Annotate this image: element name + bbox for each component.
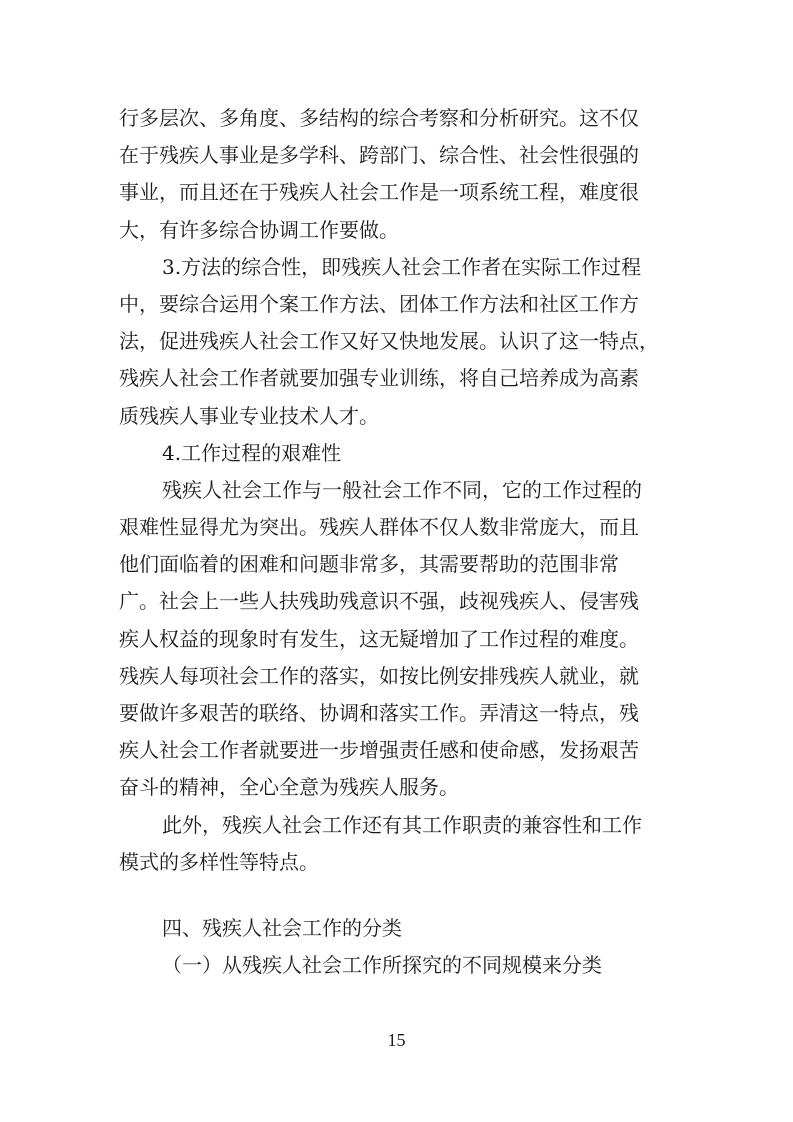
text-line: 在于残疾人事业是多学科、跨部门、综合性、社会性很强的 [119, 143, 639, 168]
text-line: 大，有许多综合协调工作要做。 [119, 217, 399, 242]
paragraph-start: 残疾人社会工作与一般社会工作不同，它的工作过程的 [162, 477, 642, 502]
body-text [119, 100, 679, 984]
text-line: 残疾人社会工作者就要加强专业训练，将自己培养成为高素 [119, 366, 639, 391]
text-line: 行多层次、多角度、多结构的综合考察和分析研究。这不仅 [119, 106, 639, 130]
text-line: 广。社会上一些人扶残助残意识不强，歧视残疾人、侵害残 [119, 589, 639, 614]
text-line: 艰难性显得尤为突出。残疾人群体不仅人数非常庞大，而且 [119, 515, 639, 540]
text-line: 事业，而且还在于残疾人社会工作是一项系统工程，难度很 [119, 180, 639, 205]
page-number: 15 [387, 1030, 406, 1050]
section-subheading: 4.工作过程的艰难性 [162, 440, 342, 465]
section-heading: 四、残疾人社会工作的分类 [162, 915, 402, 940]
text-line: 疾人社会工作者就要进一步增强责任感和使命感，发扬艰苦 [119, 738, 639, 763]
paragraph-start: 此外，残疾人社会工作还有其工作职责的兼容性和工作 [162, 812, 642, 837]
text-line: 模式的多样性等特点。 [119, 849, 319, 874]
text-line: 疾人权益的现象时有发生，这无疑增加了工作过程的难度。 [119, 626, 639, 651]
text-line: 中，要综合运用个案工作方法、团体工作方法和社区工作方 [119, 291, 639, 316]
text-line: 残疾人每项社会工作的落实，如按比例安排残疾人就业，就 [119, 663, 639, 688]
text-line: 法，促进残疾人社会工作又好又快地发展。认识了这一特点， [119, 329, 659, 354]
text-line: 他们面临着的困难和问题非常多，其需要帮助的范围非常 [119, 552, 619, 577]
text-line: 质残疾人事业专业技术人才。 [119, 403, 379, 428]
list-item-heading: 3.方法的综合性，即残疾人社会工作者在实际工作过程 [162, 254, 642, 279]
text-line: 奋斗的精神，全心全意为残疾人服务。 [119, 775, 459, 800]
section-spacer [119, 881, 679, 910]
text-line: 要做许多艰苦的联络、协调和落实工作。弄清这一特点，残 [119, 701, 639, 725]
subsection-heading: （一）从残疾人社会工作所探究的不同规模来分类 [162, 953, 602, 978]
